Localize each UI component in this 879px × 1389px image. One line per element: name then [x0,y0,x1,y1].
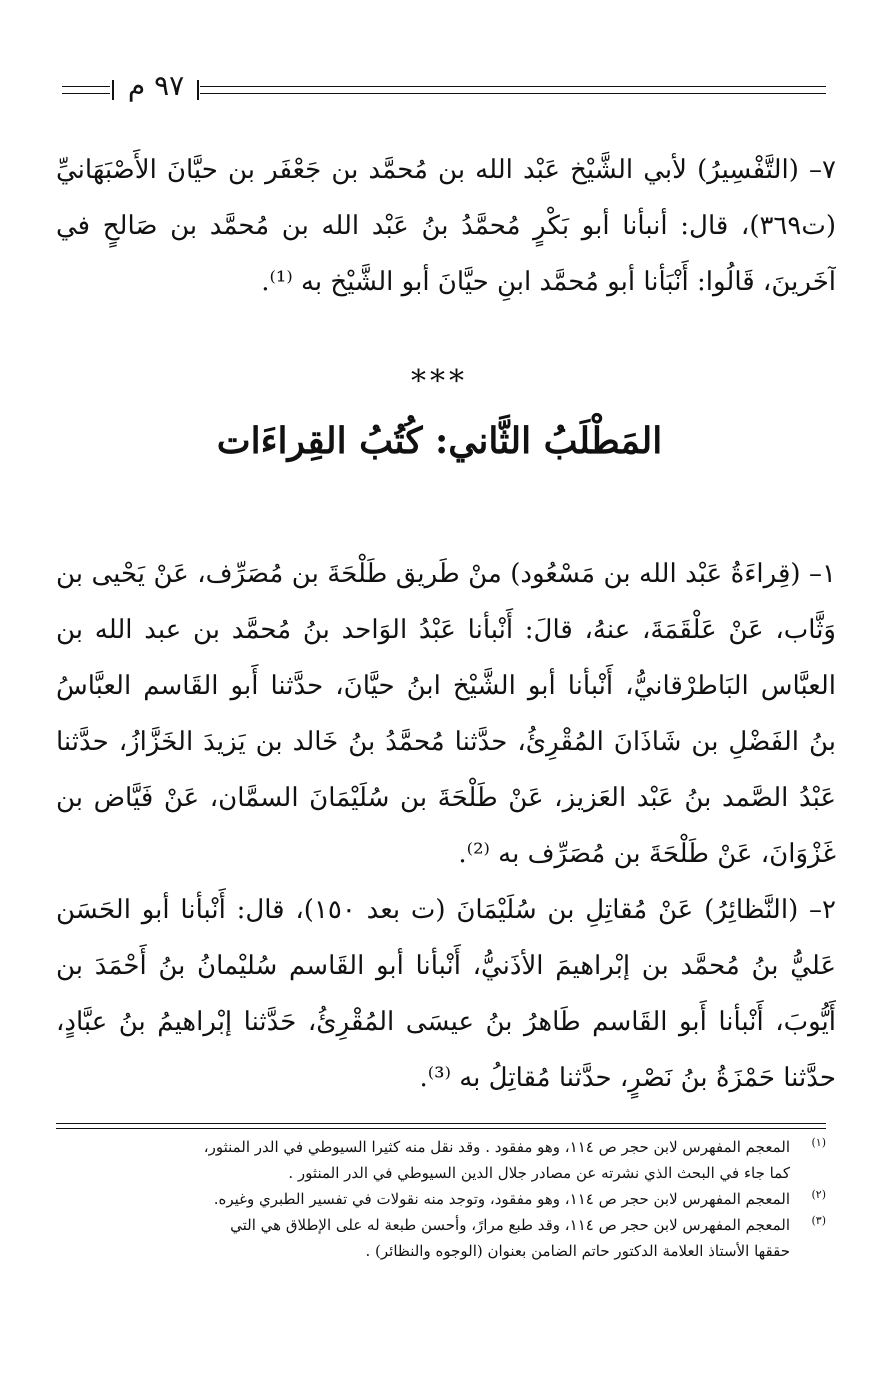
footnote-1 [56,1134,826,1186]
footnote-mark: (١) [811,1136,826,1149]
body-line: ٧– (التَّفْسِيرُ) لأبي الشَّيْخ عَبْد الله بن مُحمَّد بن جَعْفَر بن حيَّانَ الأَصْبَهَانيِّ [56,155,836,185]
footnote-line: المعجم المفهرس لابن حجر ص ١١٤، وهو مفقود . وقد نقل منه كثيرا السيوطي في الدر المنثور، [203,1138,790,1156]
body-line: آخَرينَ، قَالُوا: أَنْبَأنا أبو مُحمَّد ابنِ حيَّانَ أبو الشَّيْخ به ⁽¹⁾. [261,267,836,297]
footnote-line: المعجم المفهرس لابن حجر ص ١١٤، وهو مفقود، وتوجد منه نقولات في تفسير الطبري وغيره. [213,1190,790,1208]
page-number: ٩٧ م [127,69,185,102]
body-line: أَيُّوبَ، أَنْبأنا أَبو القَاسم طَاهرُ بنُ عيسَى المُقْرِئُ، حَدَّثنا إبْراهيمُ بنُ عبَّادٍ، [56,1007,836,1037]
section-separator: *** [411,364,468,399]
footnote-line: المعجم المفهرس لابن حجر ص ١١٤، وقد طبع مرارً، وأحسن طبعة له على الإطلاق هي التي [230,1216,790,1234]
footnote-mark: (٣) [811,1214,826,1227]
body-line: ١– (قِراءَةُ عَبْد الله بن مَسْعُود) منْ طَريق طَلْحَةَ بن مُصَرِّف، عَنْ يَحْيى بن [56,559,836,589]
entry-seven [56,142,836,310]
body-line: وَثَّاب، عَنْ عَلْقَمَةَ، عنهُ، قالَ: أَنْبأنا عَبْدُ الوَاحد بنُ مُحمَّد بن عبد الله بن [56,615,836,645]
footnote-3 [56,1212,826,1264]
footnote-2 [56,1186,826,1212]
body-line: حدَّثنا حَمْزَةُ بنُ نَصْرٍ، حدَّثنا مُقاتِلُ به ⁽³⁾. [419,1063,836,1093]
body-line: ٢– (النَّظائِرُ) عَنْ مُقاتِلِ بن سُلَيْمَانَ (ت بعد ١٥٠)، قال: أَنْبأنا أبو الحَسَن [56,895,836,925]
footnote-mark: (٢) [811,1188,826,1201]
header-rule-right [200,86,826,94]
body-line: العبَّاس البَاطرْقانيُّ، أَنْبأنا أبو الشَّيْخ ابنُ حيَّانَ، حدَّثنا أَبو القَاسم العبَّاسُ [56,671,836,701]
body-line: غَزْوَانَ، عَنْ طَلْحَةَ بن مُصَرِّف به ⁽²⁾. [458,839,836,869]
body-line: عَبْدُ الصَّمد بنُ عَبْد العَزيز، عَنْ طَلْحَةَ بن سُلَيْمَانَ السمَّان، عَنْ فَيَّاض بن [56,783,836,813]
body-line: (ت٣٦٩)، قال: أنبأنا أبو بَكْرٍ مُحمَّدُ بنُ عَبْد الله بن مُحمَّد بن صَالحٍ في [56,211,836,241]
body-line: بنُ الفَضْلِ بن شَاذَانَ المُقْرِئُ، حدَّثنا مُحمَّدُ بنُ خَالد بن يَزيدَ الخَزَّازُ، حدَّثنا [56,727,836,757]
section-heading: المَطْلَبُ الثَّاني: كُتُبُ القِراءَات [216,420,663,462]
footnote-divider [56,1123,826,1124]
header-rule-tick-left [112,80,114,100]
footnote-line: كما جاء في البحث الذي نشرته عن مصادر جلال الدين السيوطي في الدر المنثور . [288,1164,790,1182]
readings-body [56,546,836,1106]
footnote-line: حققها الأستاذ العلامة الدكتور حاتم الضامن بعنوان (الوجوه والنظائر) . [365,1242,790,1260]
footnotes [56,1134,826,1264]
header-rule-tick-right [197,80,199,100]
footnote-divider-inner [56,1128,826,1129]
body-line: عَليُّ بنُ مُحمَّد بن إبْراهيمَ الأذَنيُّ، أَنْبأنا أبو القَاسم سُليْمانُ بنُ أَحْمَدَ بن [56,951,836,981]
header-rule-left [62,86,110,94]
